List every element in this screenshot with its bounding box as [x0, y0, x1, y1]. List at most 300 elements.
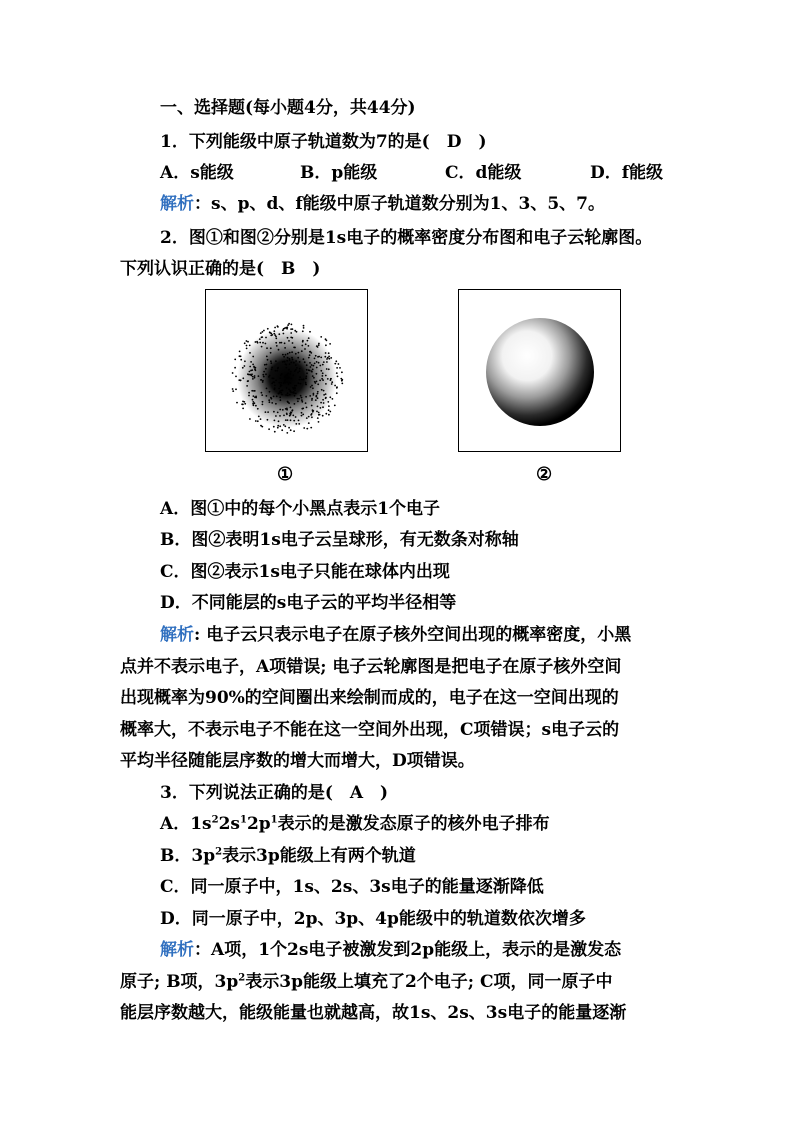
density-dot: [270, 333, 272, 335]
superscript: 1: [239, 814, 247, 826]
density-dot: [261, 346, 263, 348]
density-dot: [279, 392, 281, 394]
density-dot: [278, 333, 280, 335]
density-dot: [325, 383, 327, 385]
figure-2-electron-cloud-contour: [458, 289, 621, 452]
density-dot: [305, 396, 307, 398]
density-dot: [266, 388, 268, 390]
density-dot: [281, 429, 283, 431]
density-dot: [285, 375, 287, 377]
density-dot: [265, 343, 267, 345]
q2-analysis-line2: 点并不表示电子，A项错误; 电子云轮廓图是把电子在原子核外空间: [120, 657, 622, 677]
q1-option-c: C．d能级: [445, 163, 522, 183]
density-dot: [282, 409, 284, 411]
density-dot: [260, 332, 262, 334]
density-dot: [302, 330, 304, 332]
density-dot: [279, 425, 281, 427]
density-dot: [311, 364, 313, 366]
density-dot: [242, 404, 244, 406]
q1-stem: 1．下列能级中原子轨道数为7的是( D ): [160, 132, 487, 152]
density-dot: [260, 379, 262, 381]
density-dot: [308, 422, 310, 424]
density-dot: [295, 393, 297, 395]
density-dot: [336, 367, 338, 369]
density-dot: [262, 380, 264, 382]
density-dot: [266, 356, 268, 358]
density-dot: [291, 412, 293, 414]
density-dot: [271, 398, 273, 400]
density-dot: [282, 361, 284, 363]
figure-2-label: ②: [536, 464, 553, 485]
density-dot: [289, 352, 291, 354]
density-dot: [286, 364, 288, 366]
density-dot: [279, 396, 281, 398]
density-dot: [325, 344, 327, 346]
density-dot: [232, 372, 234, 374]
density-dot: [322, 372, 324, 374]
density-dot: [322, 415, 324, 417]
density-dot: [279, 342, 281, 344]
density-dot: [318, 362, 320, 364]
density-dot: [315, 355, 317, 357]
density-dot: [339, 367, 341, 369]
q1-analysis-text: ：s、p、d、f能级中原子轨道数分别为1、3、5、7。: [194, 194, 605, 214]
q2-analysis-line5: 平均半径随能层序数的增大而增大，D项错误。: [120, 751, 475, 771]
density-dot: [251, 369, 253, 371]
density-dot: [298, 420, 300, 422]
q3-option-b: [160, 844, 416, 868]
density-dot: [277, 427, 279, 429]
density-dot: [329, 411, 331, 413]
density-dot: [260, 425, 262, 427]
density-dot: [298, 398, 300, 400]
density-dot: [296, 367, 298, 369]
density-dot: [268, 399, 270, 401]
density-dot: [311, 399, 313, 401]
density-dot: [252, 399, 254, 401]
density-dot: [288, 382, 290, 384]
density-dot: [273, 333, 275, 335]
density-dot: [322, 364, 324, 366]
density-dot: [281, 373, 283, 375]
density-dot: [305, 402, 307, 404]
q3-option-a-post: 表示的是激发态原子的核外电子排布: [277, 814, 550, 834]
density-dot: [330, 357, 332, 359]
q1-option-d: D．f能级: [590, 163, 664, 183]
density-dot: [322, 406, 324, 408]
density-dot: [311, 405, 313, 407]
density-dot: [315, 399, 317, 401]
density-dot: [260, 418, 262, 420]
density-dot: [267, 411, 269, 413]
density-dot: [292, 374, 294, 376]
density-dot: [290, 332, 292, 334]
density-dot: [249, 352, 251, 354]
density-dot: [325, 375, 327, 377]
density-dot: [309, 331, 311, 333]
density-dot: [274, 385, 276, 387]
density-dot: [274, 388, 276, 390]
density-dot: [266, 364, 268, 366]
density-dot: [293, 430, 295, 432]
density-dot: [278, 349, 280, 351]
superscript: 2: [238, 972, 246, 984]
density-dot: [295, 360, 297, 362]
density-dot: [305, 343, 307, 345]
density-dot: [262, 404, 264, 406]
density-dot: [313, 393, 315, 395]
q2-analysis-text-1: : 电子云只表示电子在原子核外空间出现的概率密度，小黑: [194, 625, 632, 645]
density-dot: [261, 336, 263, 338]
q3-option-a-mid1: 2s: [218, 814, 240, 834]
density-dot: [266, 347, 268, 349]
analysis-label: 解析: [160, 194, 194, 214]
density-dot: [283, 333, 285, 335]
density-dot: [287, 401, 289, 403]
density-dot: [290, 407, 292, 409]
density-dot: [240, 380, 242, 382]
density-dot: [286, 367, 288, 369]
density-dot: [274, 431, 276, 433]
q2-option-b: B．图②表明1s电子云呈球形，有无数条对称轴: [160, 530, 519, 550]
density-dot: [286, 432, 288, 434]
density-dot: [311, 413, 313, 415]
density-dot: [265, 337, 267, 339]
density-dot: [305, 384, 307, 386]
density-dot: [338, 363, 340, 365]
analysis-label: 解析: [160, 940, 194, 960]
density-dot: [287, 395, 289, 397]
density-dot: [244, 342, 246, 344]
density-dot: [316, 361, 318, 363]
density-dot: [306, 407, 308, 409]
density-dot: [311, 385, 313, 387]
density-dot: [304, 348, 306, 350]
q3-option-b-pre: B．3p: [160, 846, 216, 866]
density-dot: [285, 408, 287, 410]
density-dot: [298, 423, 300, 425]
density-dot: [249, 418, 251, 420]
density-dot: [301, 401, 303, 403]
density-dot: [322, 375, 324, 377]
density-dot: [283, 328, 285, 330]
density-dot: [277, 325, 279, 327]
q3-option-a: [160, 812, 550, 836]
density-dot: [293, 362, 295, 364]
density-dot: [306, 372, 308, 374]
density-dot: [279, 415, 281, 417]
density-dot: [294, 395, 296, 397]
density-dot: [317, 417, 319, 419]
density-dot: [288, 377, 290, 379]
density-dot: [331, 381, 333, 383]
density-dot: [252, 378, 254, 380]
density-dot: [315, 382, 317, 384]
density-dot: [320, 402, 322, 404]
density-dot: [273, 330, 275, 332]
density-dot: [323, 402, 325, 404]
density-dot: [301, 412, 303, 414]
density-dot: [261, 394, 263, 396]
density-dot: [303, 358, 305, 360]
density-dot: [328, 405, 330, 407]
density-dot: [251, 390, 253, 392]
density-dot: [304, 361, 306, 363]
density-dot: [316, 381, 318, 383]
density-dot: [303, 327, 305, 329]
density-dot: [286, 413, 288, 415]
density-dot: [275, 380, 277, 382]
density-dot: [288, 383, 290, 385]
density-dot: [301, 350, 303, 352]
density-dot: [293, 347, 295, 349]
density-dot: [308, 416, 310, 418]
density-dot: [255, 405, 257, 407]
q3-analysis-text-1: ：A项，1个2s电子被激发到2p能级上，表示的是激发态: [194, 940, 622, 960]
dot-cloud-image: [206, 290, 367, 451]
density-dot: [286, 387, 288, 389]
density-dot: [311, 371, 313, 373]
density-dot: [252, 376, 254, 378]
density-dot: [276, 370, 278, 372]
density-dot: [287, 353, 289, 355]
density-dot: [336, 387, 338, 389]
density-dot: [308, 357, 310, 359]
density-dot: [301, 399, 303, 401]
q3-analysis-line3: 能层序数越大，能级能量也就越高，故1s、2s、3s电子的能量逐渐: [120, 1003, 627, 1023]
density-dot: [275, 342, 277, 344]
density-dot: [235, 388, 237, 390]
density-dot: [253, 404, 255, 406]
density-dot: [278, 382, 280, 384]
q2-option-c: C．图②表示1s电子只能在球体内出现: [160, 562, 450, 582]
density-dot: [309, 354, 311, 356]
figure-1-label: ①: [277, 464, 294, 485]
density-dot: [334, 405, 336, 407]
density-dot: [309, 395, 311, 397]
density-dot: [232, 390, 234, 392]
q3-analysis-line1: [160, 938, 621, 962]
density-dot: [262, 331, 264, 333]
density-dot: [242, 401, 244, 403]
density-dot: [325, 352, 327, 354]
density-dot: [287, 392, 289, 394]
density-dot: [289, 394, 291, 396]
density-dot: [308, 369, 310, 371]
density-dot: [235, 376, 237, 378]
density-dot: [320, 407, 322, 409]
density-dot: [289, 415, 291, 417]
density-dot: [270, 335, 272, 337]
density-dot: [328, 352, 330, 354]
q3-analysis-line2: [120, 970, 613, 994]
density-dot: [303, 325, 305, 327]
density-dot: [285, 327, 287, 329]
density-dot: [292, 415, 294, 417]
density-dot: [294, 330, 296, 332]
density-dot: [306, 369, 308, 371]
density-dot: [236, 402, 238, 404]
density-dot: [312, 387, 314, 389]
density-dot: [298, 352, 300, 354]
density-dot: [323, 390, 325, 392]
density-dot: [287, 337, 289, 339]
density-dot: [249, 371, 251, 373]
density-dot: [258, 375, 260, 377]
density-dot: [240, 359, 242, 361]
q3-analysis-line2-post: 表示3p能级上填充了2个电子; C项，同一原子中: [245, 972, 613, 992]
density-dot: [273, 426, 275, 428]
density-dot: [320, 357, 322, 359]
density-dot: [280, 399, 282, 401]
density-dot: [262, 401, 264, 403]
density-dot: [274, 381, 276, 383]
density-dot: [291, 410, 293, 412]
density-dot: [317, 383, 319, 385]
density-dot: [255, 341, 257, 343]
density-dot: [287, 357, 289, 359]
density-dot: [324, 356, 326, 358]
density-dot: [297, 398, 299, 400]
density-dot: [269, 391, 271, 393]
section-title: 一、选择题(每小题4分，共44分): [160, 98, 416, 118]
density-dot: [290, 391, 292, 393]
density-dot: [273, 411, 275, 413]
density-dot: [254, 375, 256, 377]
density-dot: [301, 415, 303, 417]
figure-1-probability-density: [205, 289, 368, 452]
density-dot: [326, 340, 328, 342]
q2-stem-line2: 下列认识正确的是( B ): [120, 259, 321, 279]
density-dot: [288, 388, 290, 390]
density-dot: [321, 389, 323, 391]
density-dot: [282, 354, 284, 356]
density-dot: [294, 403, 296, 405]
density-dot: [278, 420, 280, 422]
density-dot: [302, 379, 304, 381]
density-dot: [270, 352, 272, 354]
density-dot: [301, 408, 303, 410]
density-dot: [285, 354, 287, 356]
density-dot: [290, 419, 292, 421]
q1-option-a: A．s能级: [160, 163, 234, 183]
density-dot: [284, 342, 286, 344]
superscript: 2: [211, 814, 219, 826]
density-dot: [266, 395, 268, 397]
density-dot: [249, 366, 251, 368]
density-dot: [318, 412, 320, 414]
density-dot: [259, 338, 261, 340]
density-dot: [275, 336, 277, 338]
density-dot: [317, 406, 319, 408]
density-dot: [271, 368, 273, 370]
density-dot: [295, 364, 297, 366]
density-dot: [329, 396, 331, 398]
density-dot: [341, 380, 343, 382]
density-dot: [278, 388, 280, 390]
density-dot: [328, 368, 330, 370]
density-dot: [269, 331, 271, 333]
density-dot: [234, 359, 236, 361]
density-dot: [319, 380, 321, 382]
density-dot: [297, 372, 299, 374]
density-dot: [249, 374, 251, 376]
density-dot: [281, 385, 283, 387]
density-dot: [244, 360, 246, 362]
density-dot: [300, 395, 302, 397]
density-dot: [325, 413, 327, 415]
density-dot: [290, 337, 292, 339]
density-dot: [257, 420, 259, 422]
density-dot: [310, 427, 312, 429]
density-dot: [331, 383, 333, 385]
density-dot: [319, 365, 321, 367]
density-dot: [275, 415, 277, 417]
density-dot: [263, 330, 265, 332]
density-dot: [312, 410, 314, 412]
density-dot: [247, 380, 249, 382]
density-dot: [277, 412, 279, 414]
density-dot: [281, 394, 283, 396]
density-dot: [283, 356, 285, 358]
density-dot: [305, 378, 307, 380]
q2-stem-line1: 2．图①和图②分别是1s电子的概率密度分布图和电子云轮廓图。: [160, 228, 653, 248]
density-dot: [334, 385, 336, 387]
density-dot: [305, 375, 307, 377]
density-dot: [267, 419, 269, 421]
density-dot: [257, 408, 259, 410]
density-dot: [301, 397, 303, 399]
density-dot: [297, 357, 299, 359]
density-dot: [317, 346, 319, 348]
density-dot: [244, 365, 246, 367]
density-dot: [253, 395, 255, 397]
density-dot: [252, 364, 254, 366]
density-dot: [309, 362, 311, 364]
density-dot: [284, 376, 286, 378]
density-dot: [327, 401, 329, 403]
density-dot: [255, 397, 257, 399]
density-dot: [306, 417, 308, 419]
density-dot: [291, 324, 293, 326]
density-dot: [322, 399, 324, 401]
density-dot: [286, 381, 288, 383]
density-dot: [295, 385, 297, 387]
density-dot: [318, 344, 320, 346]
density-dot: [284, 347, 286, 349]
density-dot: [240, 355, 242, 357]
density-dot: [290, 378, 292, 380]
density-dot: [288, 340, 290, 342]
density-dot: [248, 392, 250, 394]
density-dot: [258, 416, 260, 418]
density-dot: [330, 378, 332, 380]
density-dot: [274, 327, 276, 329]
density-dot: [295, 416, 297, 418]
q3-stem: 3．下列说法正确的是( A ): [160, 783, 389, 803]
density-dot: [264, 364, 266, 366]
density-dot: [314, 363, 316, 365]
density-dot: [320, 336, 322, 338]
density-dot: [336, 372, 338, 374]
density-dot: [261, 392, 263, 394]
density-dot: [326, 368, 328, 370]
density-dot: [255, 420, 257, 422]
density-dot: [268, 428, 270, 430]
density-dot: [265, 373, 267, 375]
density-dot: [291, 351, 293, 353]
density-dot: [317, 397, 319, 399]
